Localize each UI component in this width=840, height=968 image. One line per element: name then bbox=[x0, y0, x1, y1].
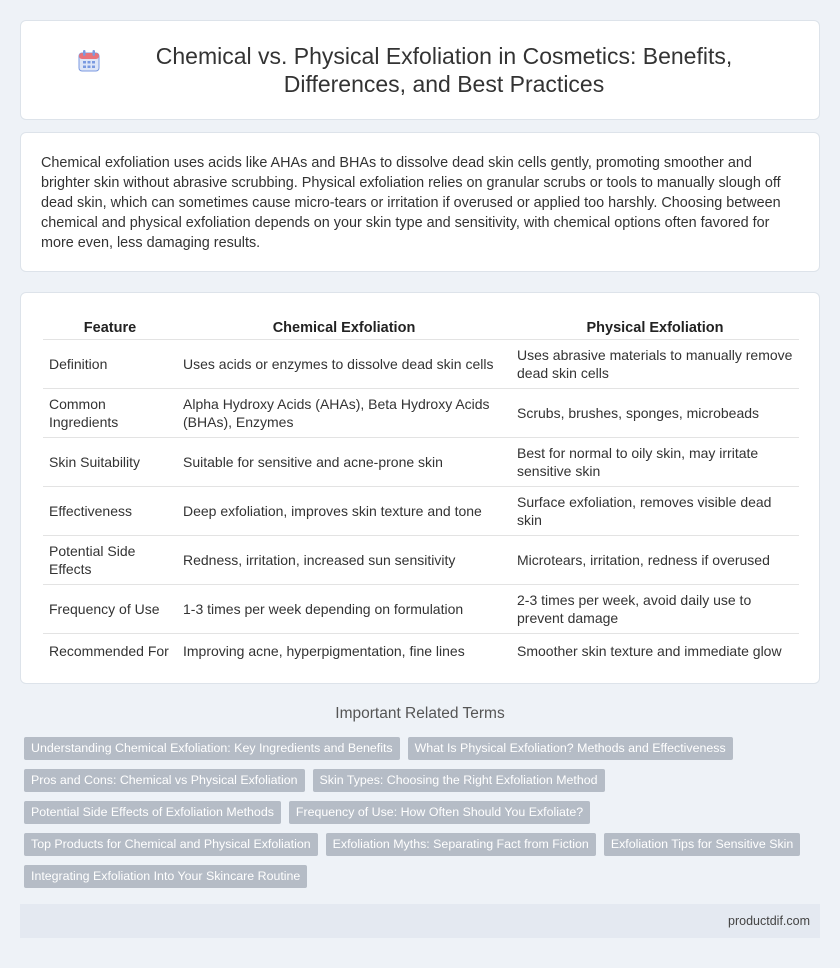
physical-cell: Best for normal to oily skin, may irritate sensitive skin bbox=[511, 437, 799, 486]
feature-cell: Common Ingredients bbox=[43, 388, 177, 437]
feature-cell: Frequency of Use bbox=[43, 584, 177, 633]
physical-cell: Uses abrasive materials to manually remove dead skin cells bbox=[511, 339, 799, 388]
physical-cell: Smoother skin texture and immediate glow bbox=[517, 643, 782, 660]
title-wrap bbox=[40, 42, 800, 98]
page-title: Chemical vs. Physical Exfoliation in Cosmetics: Benefits, Differences, and Best Practices bbox=[155, 43, 733, 97]
chemical-cell: Redness, irritation, increased sun sensitivity bbox=[177, 535, 511, 584]
calendar-icon bbox=[76, 48, 102, 74]
physical-cell: Scrubs, brushes, sponges, microbeads bbox=[511, 388, 799, 437]
footer-site[interactable]: productdif.com bbox=[728, 914, 810, 928]
related-term-tag[interactable]: What Is Physical Exfoliation? Methods and Effectiveness bbox=[408, 737, 733, 760]
feature-cell: Skin Suitability bbox=[43, 437, 177, 486]
related-term-tag[interactable]: Frequency of Use: How Often Should You Exfoliate? bbox=[289, 801, 590, 824]
chemical-cell: Improving acne, hyperpigmentation, fine lines bbox=[183, 643, 465, 660]
feature-cell: Potential Side Effects bbox=[43, 535, 177, 584]
related-term-tag[interactable]: Top Products for Chemical and Physical Exfoliation bbox=[24, 833, 318, 856]
intro-paragraph: Chemical exfoliation uses acids like AHAs and BHAs to dissolve dead skin cells gently, promoting smoother and brighter skin without abrasive scrubbing. Physical exfoliation relies on granular scrubs or tools to manually slough off dead skin, which can sometimes cause micro-tears or irritation if overused or applied too harshly. Choosing between chemical and physical exfoliation depends on your skin type and sensitivity, with chemical options often favored for more even, less damaging results. bbox=[41, 155, 781, 251]
chemical-cell: Deep exfoliation, improves skin texture and tone bbox=[177, 486, 511, 535]
chemical-cell: 1-3 times per week depending on formulation bbox=[177, 584, 511, 633]
chemical-cell: Suitable for sensitive and acne-prone skin bbox=[177, 437, 511, 486]
physical-cell: 2-3 times per week, avoid daily use to prevent damage bbox=[511, 584, 799, 633]
related-term-tag[interactable]: Pros and Cons: Chemical vs Physical Exfoliation bbox=[24, 769, 305, 792]
comparison-table bbox=[43, 313, 799, 669]
comparison-table-card bbox=[20, 292, 820, 684]
table-row bbox=[43, 339, 799, 388]
footer bbox=[20, 904, 820, 938]
intro-card bbox=[20, 132, 820, 272]
table-row bbox=[43, 633, 799, 669]
title-card bbox=[20, 20, 820, 120]
physical-cell: Surface exfoliation, removes visible dead skin bbox=[511, 486, 799, 535]
related-term-tag[interactable]: Understanding Chemical Exfoliation: Key Ingredients and Benefits bbox=[24, 737, 400, 760]
header-feature: Feature bbox=[43, 313, 177, 339]
related-term-tag[interactable]: Skin Types: Choosing the Right Exfoliation Method bbox=[313, 769, 605, 792]
related-term-tag[interactable]: Potential Side Effects of Exfoliation Methods bbox=[24, 801, 281, 824]
feature-cell: Effectiveness bbox=[43, 486, 177, 535]
header-physical: Physical Exfoliation bbox=[511, 313, 799, 339]
chemical-cell: Uses acids or enzymes to dissolve dead skin cells bbox=[177, 339, 511, 388]
physical-cell: Microtears, irritation, redness if overused bbox=[511, 535, 799, 584]
chemical-cell: Alpha Hydroxy Acids (AHAs), Beta Hydroxy Acids (BHAs), Enzymes bbox=[177, 388, 511, 437]
table-row bbox=[43, 535, 799, 584]
header-chemical: Chemical Exfoliation bbox=[177, 313, 511, 339]
related-term-tag[interactable]: Integrating Exfoliation Into Your Skincare Routine bbox=[24, 865, 307, 888]
table-row bbox=[43, 584, 799, 633]
related-term-tag[interactable]: Exfoliation Myths: Separating Fact from Fiction bbox=[326, 833, 596, 856]
table-row bbox=[43, 388, 799, 437]
table-row bbox=[43, 486, 799, 535]
table-row bbox=[43, 437, 799, 486]
feature-cell: Recommended For bbox=[49, 643, 169, 660]
table-header-row bbox=[43, 313, 799, 339]
feature-cell: Definition bbox=[43, 339, 177, 388]
related-terms-list bbox=[24, 737, 814, 888]
related-terms-heading: Important Related Terms bbox=[335, 705, 505, 722]
related-term-tag[interactable]: Exfoliation Tips for Sensitive Skin bbox=[604, 833, 801, 856]
